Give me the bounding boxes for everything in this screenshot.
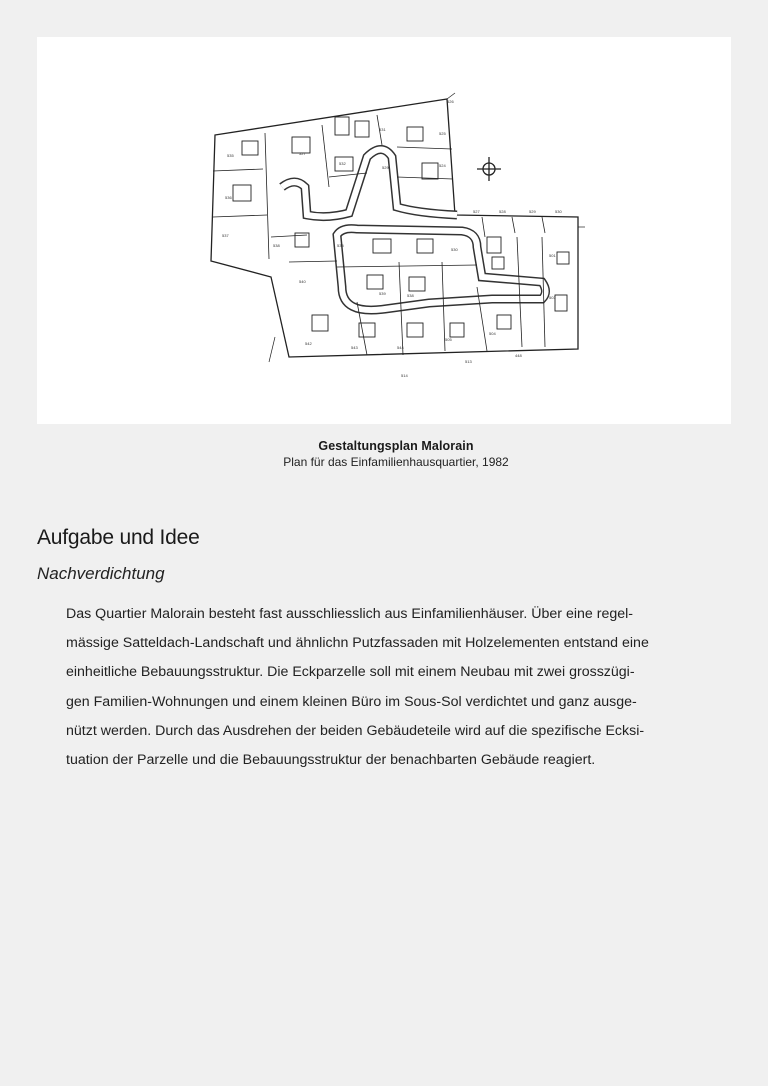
svg-text:538: 538 — [407, 293, 414, 298]
svg-text:527: 527 — [473, 209, 480, 214]
svg-text:539: 539 — [379, 291, 386, 296]
svg-text:503: 503 — [549, 295, 556, 300]
paragraph-line: nützt werden. Durch das Ausdrehen der beiden Gebäudeteile wird auf die spezifische Ecksi- — [66, 722, 645, 739]
svg-text:525: 525 — [439, 131, 446, 136]
svg-text:448: 448 — [515, 353, 522, 358]
svg-text:536: 536 — [225, 195, 232, 200]
svg-text:513: 513 — [465, 359, 472, 364]
svg-text:532: 532 — [339, 161, 346, 166]
svg-text:528: 528 — [499, 209, 506, 214]
paragraph-line: gen Familien-Wohnungen und einem kleinen Büro im Sous-Sol verdichtet und ganz ausge- — [66, 693, 637, 710]
svg-text:544: 544 — [397, 345, 404, 350]
paragraph-line: Das Quartier Malorain besteht fast ausschliesslich aus Einfamilienhäuser. Über eine regel- — [66, 606, 633, 622]
svg-text:538: 538 — [273, 243, 280, 248]
site-plan-figure — [37, 37, 731, 424]
svg-text:540: 540 — [299, 279, 306, 284]
svg-text:535: 535 — [227, 153, 234, 158]
svg-text:530: 530 — [451, 247, 458, 252]
svg-text:527: 527 — [299, 151, 306, 156]
paragraph-line: mässige Satteldach-Landschaft und ähnlichn Putzfassaden mit Holzelementen entstand eine — [66, 635, 649, 652]
svg-text:543: 543 — [351, 345, 358, 350]
svg-text:514: 514 — [401, 373, 408, 378]
svg-text:504: 504 — [489, 331, 496, 336]
svg-text:526: 526 — [447, 99, 454, 104]
svg-text:542: 542 — [305, 341, 312, 346]
svg-text:529: 529 — [529, 209, 536, 214]
site-plan-drawing — [37, 37, 731, 424]
figure-caption — [0, 438, 768, 470]
section-heading: Aufgabe und Idee — [37, 526, 200, 549]
body-paragraph — [66, 600, 706, 775]
svg-text:501: 501 — [549, 253, 556, 258]
paragraph-line: einheitliche Bebauungsstruktur. Die Eckparzelle soll mit einem Neubau mit zwei grosszügi- — [66, 664, 635, 681]
svg-text:530: 530 — [555, 209, 562, 214]
caption-subtitle: Plan für das Einfamilienhausquartier, 1982 — [283, 455, 509, 469]
svg-text:535: 535 — [337, 243, 344, 248]
section-subheading: Nachverdichtung — [37, 564, 165, 583]
svg-text:537: 537 — [222, 233, 229, 238]
svg-text:524: 524 — [439, 163, 446, 168]
svg-text:531: 531 — [379, 127, 386, 132]
svg-text:505: 505 — [445, 337, 452, 342]
svg-text:529: 529 — [382, 165, 389, 170]
caption-title: Gestaltungsplan Malorain — [318, 439, 474, 453]
paragraph-line: tuation der Parzelle und die Bebauungsstruktur der benachbarten Gebäude reagiert. — [66, 752, 596, 769]
